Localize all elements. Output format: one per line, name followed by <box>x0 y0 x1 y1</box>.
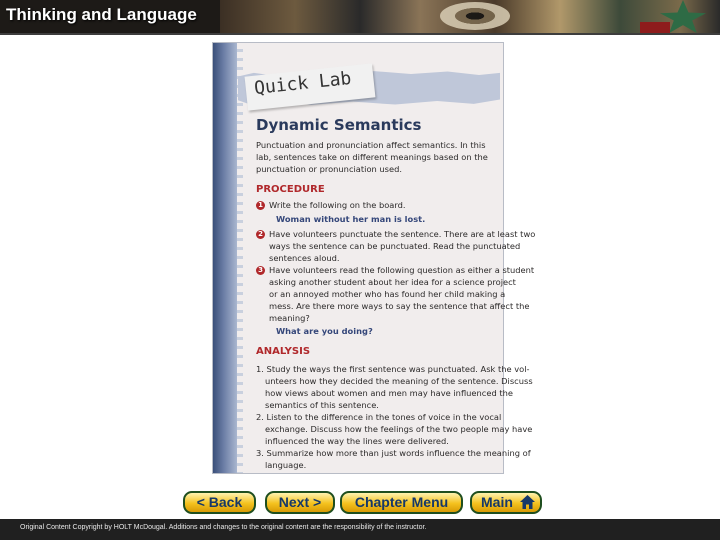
procedure-step <box>269 228 535 264</box>
header-red-accent <box>640 22 670 33</box>
next-button[interactable]: Next > <box>265 491 335 514</box>
header-eye-image <box>440 2 510 30</box>
analysis-line: language. <box>265 460 307 470</box>
intro-line: lab, sentences take on different meanings based on the <box>256 152 488 162</box>
analysis-line: how views about women and men may have influenced the <box>265 388 513 398</box>
analysis-item <box>256 411 533 447</box>
quick-lab-label: Quick Lab <box>253 67 353 100</box>
lab-intro <box>256 139 488 175</box>
step-line: mess. Are there more ways to say the sentence that affect the <box>269 301 530 311</box>
lab-heading: Dynamic Semantics <box>256 116 422 134</box>
step-line: asking another student about her idea for a science project <box>269 277 516 287</box>
footer-bar <box>0 519 720 540</box>
main-button-label: Main <box>481 494 513 510</box>
analysis-line: exchange. Discuss how the feelings of the two people may have <box>265 424 533 434</box>
page-spine-edge <box>213 43 237 473</box>
chapter-menu-button[interactable]: Chapter Menu <box>340 491 463 514</box>
home-icon <box>519 494 536 510</box>
step-number-badge: 3 <box>256 266 265 275</box>
main-button[interactable] <box>470 491 542 514</box>
back-button[interactable]: < Back <box>183 491 256 514</box>
header-divider <box>0 33 720 35</box>
step-number-badge: 2 <box>256 230 265 239</box>
analysis-line: 2. Listen to the difference in the tones of voice in the vocal <box>256 412 502 422</box>
step-line: sentences aloud. <box>269 253 340 263</box>
analysis-item <box>256 447 533 471</box>
analysis-line: influenced the way the lines were delivered. <box>265 436 449 446</box>
header-banner <box>0 0 720 33</box>
page-title: Thinking and Language <box>6 5 197 24</box>
analysis-line: unteers how they decided the meaning of the sentence. Discuss <box>265 376 533 386</box>
copyright-notice: Original Content Copyright by HOLT McDougal. Additions and changes to the original content are the responsibility of the instructor. <box>20 524 427 531</box>
analysis-line: 3. Summarize how more than just words influence the meaning of <box>256 448 531 458</box>
intro-line: Punctuation and pronunciation affect semantics. In this <box>256 140 486 150</box>
step-line: or an annoyed mother who has found her child making a <box>269 289 506 299</box>
analysis-heading: ANALYSIS <box>256 346 311 357</box>
analysis-item <box>256 363 533 411</box>
sample-sentence: Woman without her man is lost. <box>276 214 426 224</box>
step-line: ways the sentence can be punctuated. Read the punctuated <box>269 241 521 251</box>
procedure-step <box>269 264 534 324</box>
procedure-heading: PROCEDURE <box>256 184 325 195</box>
page-ragged-edge <box>237 43 243 473</box>
step-line: meaning? <box>269 313 310 323</box>
intro-line: punctuation or pronunciation used. <box>256 164 403 174</box>
step-line: Write the following on the board. <box>269 200 406 210</box>
analysis-line: semantics of this sentence. <box>265 400 379 410</box>
analysis-line: 1. Study the ways the first sentence was punctuated. Ask the vol- <box>256 364 530 374</box>
step-line: Have volunteers read the following question as either a student <box>269 265 535 275</box>
step-line: Have volunteers punctuate the sentence. There are at least two <box>269 229 536 239</box>
procedure-step <box>269 199 406 211</box>
step-number-badge: 1 <box>256 201 265 210</box>
analysis-list <box>256 363 533 471</box>
sample-question: What are you doing? <box>276 326 373 336</box>
